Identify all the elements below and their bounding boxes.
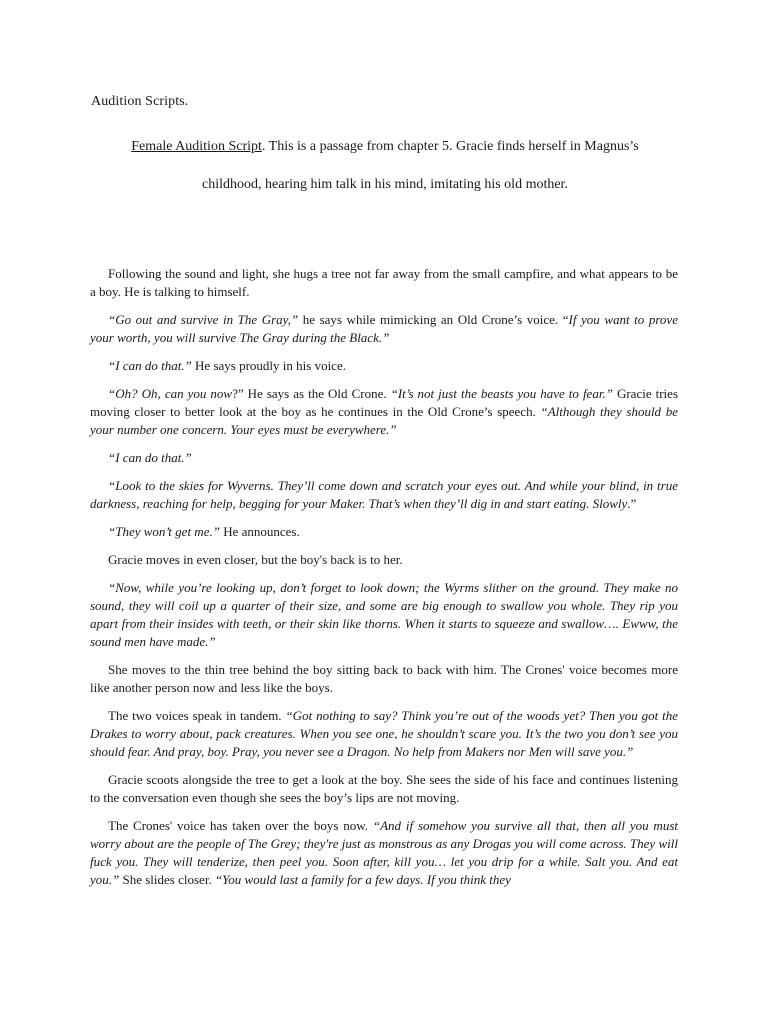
script-label: Female Audition Script — [131, 139, 262, 154]
narration-text: .” — [627, 496, 637, 511]
intro-line-2: childhood, hearing him talk in his mind, imitating his old mother. — [202, 177, 568, 192]
narration-text: The Crones' voice has taken over the boys now. — [108, 818, 373, 833]
narration-text: He announces. — [219, 524, 300, 539]
narration-text: ?” He says as the Old Crone. — [232, 386, 391, 401]
narration-text: Following the sound and light, she hugs a tree not far away from the small campfire, and what appears to be a boy. He is talking to himself. — [90, 266, 678, 299]
dialogue-text: “Although they should be your number one concern. Your eyes must be everywhere.” — [90, 404, 678, 437]
narration-text: Gracie scoots alongside the tree to get a look at the boy. She sees the side of his face and continues listening to the conversation even though she sees the boy’s lips are not moving. — [90, 772, 678, 805]
script-passage — [90, 265, 678, 899]
dialogue-text: “Look to the skies for Wyverns. They’ll come down and scratch your eyes out. And while your blind, in true darkness, reaching for help, begging for your Maker. That’s when they’ll dig in and start eating. Slowly — [90, 478, 678, 511]
intro-line-1 — [90, 139, 680, 155]
narration-text: Gracie moves in even closer, but the boy's back is to her. — [108, 552, 403, 567]
dialogue-text: “Oh? Oh, can you now — [108, 386, 233, 401]
passage-paragraph — [90, 385, 678, 439]
narration-text: The two voices speak in tandem. — [108, 708, 286, 723]
dialogue-text: “Got nothing to say? Think you’re out of the woods yet? Then you got the Drakes to worry about, pack creatures. When you see one, he shouldn’t scare you. It’s the two you don’t see you should fear. And pray, boy. Pray, you never see a Dragon. No help from Makers nor Men will save you.” — [90, 708, 679, 759]
passage-paragraph — [90, 707, 678, 761]
dialogue-text: If you want to prove your worth, you will survive The Gray during the Black.” — [90, 312, 678, 345]
intro-text: . This is a passage from chapter 5. Gracie finds herself in Magnus’s — [261, 139, 639, 154]
passage-paragraph — [90, 265, 678, 301]
dialogue-text: “And if somehow you survive all that, then all you must worry about are the people of The Grey; they're just as monstrous as any Drogas you will come across. They will fuck you. They will tenderize, then peel you. Soon after, kill you… let you drip for a while. Salt you. And eat you.” — [90, 818, 678, 887]
passage-paragraph — [90, 523, 678, 541]
passage-paragraph — [90, 817, 678, 889]
dialogue-text: “I can do that.” — [108, 450, 192, 465]
passage-paragraph — [90, 449, 678, 467]
dialogue-text: “Go out and survive in The Gray,” — [108, 312, 299, 327]
dialogue-text: “I can do that.” — [108, 358, 192, 373]
dialogue-text: “You would last a family for a few days. If you think they — [214, 872, 511, 887]
passage-paragraph — [90, 477, 678, 513]
narration-text: He says proudly in his voice. — [191, 358, 346, 373]
passage-paragraph — [90, 551, 678, 569]
dialogue-text: “Now, while you’re looking up, don’t forget to look down; the Wyrms slither on the ground. They make no sound, they will coil up a quarter of their size, and some are big enough to swallow you whole. They rip you apart from their insides with teeth, or their skin like thorns. When it starts to squeeze and swallow…. Ewww, the sound men have made.” — [90, 580, 678, 649]
passage-paragraph — [90, 579, 678, 651]
dialogue-text: “It’s not just the beasts you have to fear.” — [390, 386, 613, 401]
passage-paragraph — [90, 661, 678, 697]
narration-text: Gracie tries moving closer to better look at the boy as he continues in the Old Crone’s speech. — [90, 386, 679, 419]
passage-paragraph — [90, 771, 678, 807]
narration-text: She moves to the thin tree behind the boy sitting back to back with him. The Crones' voice becomes more like another person now and less like the boys. — [90, 662, 678, 695]
document-heading: Audition Scripts. — [91, 94, 189, 109]
narration-text: he says while mimicking an Old Crone’s voice. “ — [298, 312, 569, 327]
narration-text: She slides closer. — [119, 872, 215, 887]
dialogue-text: “They won’t get me.” — [108, 524, 220, 539]
passage-paragraph — [90, 357, 678, 375]
passage-paragraph — [90, 311, 678, 347]
